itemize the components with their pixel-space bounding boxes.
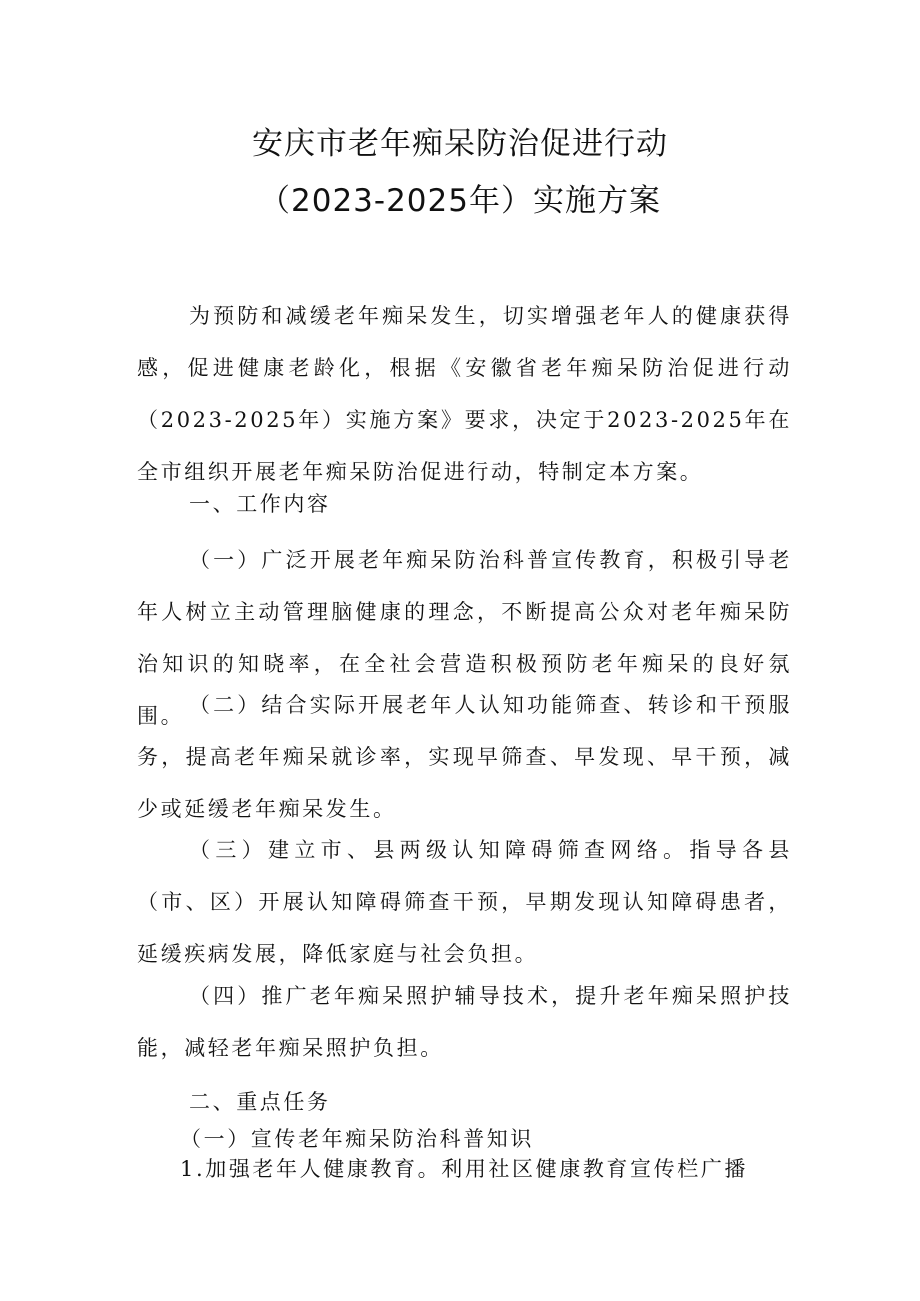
section2-subheading: （一）宣传老年痴呆防治科普知识 <box>180 1127 534 1151</box>
section1-item-4: （四）推广老年痴呆照护辅导技术，提升老年痴呆照护技能，减轻老年痴呆照护负担。 <box>137 984 792 1060</box>
section1-item-3: （三）建立市、县两级认知障碍筛查网络。指导各县（市、区）开展认知障碍筛查干预，早期发现认知障碍患者，延缓疾病发展，降低家庭与社会负担。 <box>137 838 792 966</box>
section1-item-1: （一）广泛开展老年痴呆防治科普宣传教育，积极引导老年人树立主动管理脑健康的理念，不断提高公众对老年痴呆防治知识的知晓率，在全社会营造积极预防老年痴呆的良好氛围。 <box>137 548 792 728</box>
section2-item-1: 1.加强老年人健康教育。利用社区健康教育宣传栏广播 <box>180 1157 749 1181</box>
document-title-line2: （2023-2025年）实施方案 <box>259 183 661 219</box>
intro-paragraph: 为预防和减缓老年痴呆发生，切实增强老年人的健康获得感，促进健康老龄化，根据《安徽省老年痴呆防治促进行动（2023-2025年）实施方案》要求，决定于2023-2025年在全市组织开展老年痴呆防治促进行动，特制定本方案。 <box>137 304 792 484</box>
section1-item-2: （二）结合实际开展老年人认知功能筛查、转诊和干预服务，提高老年痴呆就诊率，实现早筛查、早发现、早干预，减少或延缓老年痴呆发生。 <box>137 693 792 821</box>
section1-heading: 一、工作内容 <box>189 492 331 516</box>
document-title-line1: 安庆市老年痴呆防治促进行动 <box>252 126 668 162</box>
section2-heading: 二、重点任务 <box>189 1090 331 1114</box>
